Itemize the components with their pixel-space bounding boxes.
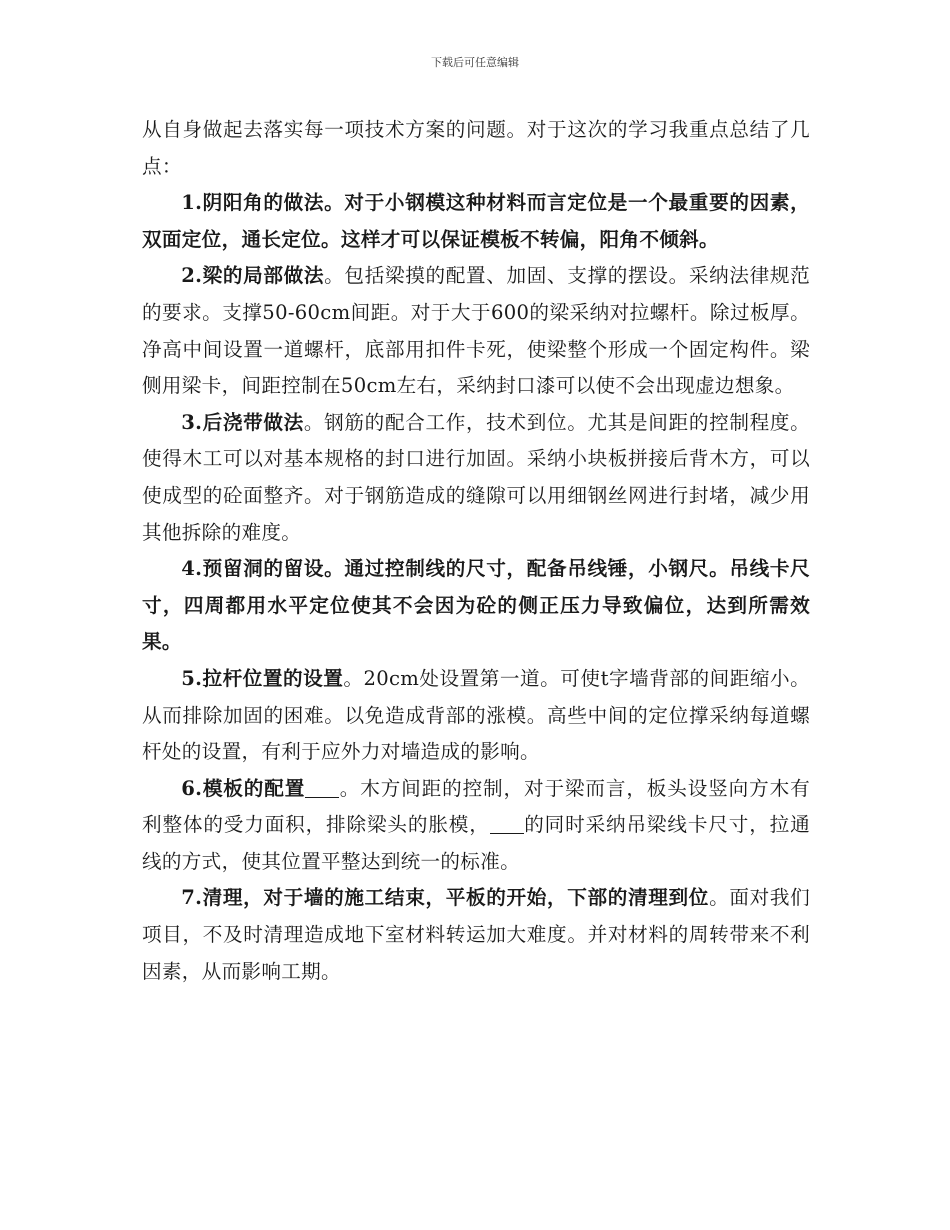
- item-4-bold: 4.预留洞的留设。通过控制线的尺寸，配备吊线锤，小钢尺。吊线卡尺寸，四周都用水平定位使其不会因为砼的侧正压力导致偏位，达到所需效果。: [142, 557, 810, 654]
- item-2-text: 。包括梁摸的配置、加固、支撑的摆设。采纳法律规范的要求。支撑50-60cm间距。对于大于600的梁采纳对拉螺杆。除过板厚。净高中间设置一道螺杆，底部用扣件卡死，使梁整个形成一个固定构件。梁侧用梁卡，间距控制在50cm左右，采纳封口漆可以使不会出现虚边想象。: [142, 264, 811, 398]
- item-5-text: 。20cm处设置第一道。可使t字墙背部的间距缩小。从而排除加固的困难。以免造成背部的涨模。高些中间的定位撑采纳每道螺杆处的设置，有利于应外力对墙造成的影响。: [142, 666, 811, 764]
- document-body: [142, 112, 810, 990]
- item-3-text: 。钢筋的配合工作，技术到位。尤其是间距的控制程度。使得木工可以对基本规格的封口进行加固。采纳小块板拼接后背木方，可以使成型的砼面整齐。对于钢筋造成的缝隙可以用细钢丝网进行封堵，减少用其他拆除的难度。: [142, 410, 810, 544]
- item-3-paragraph: [142, 405, 810, 551]
- item-2-heading: 2.梁的局部做法: [181, 264, 325, 288]
- intro-paragraph: 从自身做起去落实每一项技术方案的问题。对于这次的学习我重点总结了几点：: [142, 118, 810, 178]
- item-6-paragraph: [142, 771, 810, 881]
- blank-underline: [490, 814, 524, 835]
- item-6-heading: 6.模板的配置: [181, 776, 306, 800]
- item-5-paragraph: [142, 661, 810, 771]
- item-3-heading: 3.后浇带做法: [181, 410, 304, 434]
- item-1-bold: 1.阴阳角的做法。对于小钢模这种材料而言定位是一个最重要的因素，双面定位，通长定位。这样才可以保证模板不转偏，阳角不倾斜。: [142, 191, 810, 251]
- item-7-heading: 7.清理，对于墙的施工结束，平板的开始，下部的清理到位: [181, 886, 710, 910]
- item-6-text-2: 的同时采纳吊梁线卡尺寸，拉通线的方式，使其位置平整达到统一的标准。: [142, 813, 810, 873]
- item-4-paragraph: [142, 551, 810, 661]
- item-1-paragraph: [142, 185, 810, 258]
- item-2-paragraph: [142, 258, 810, 404]
- blank-underline: [305, 777, 339, 798]
- item-5-heading: 5.拉杆位置的设置: [181, 666, 344, 690]
- item-7-paragraph: [142, 880, 810, 990]
- item-7-text: 。面对我们项目，不及时清理造成地下室材料转运加大难度。并对材料的周转带来不利因素，从而影响工期。: [142, 886, 811, 983]
- page-header: 下载后可任意编辑: [431, 56, 519, 69]
- item-6-text-1: 。木方间距的控制，对于梁而言，板头设竖向方木有利整体的受力面积，排除梁头的胀模，: [142, 776, 810, 837]
